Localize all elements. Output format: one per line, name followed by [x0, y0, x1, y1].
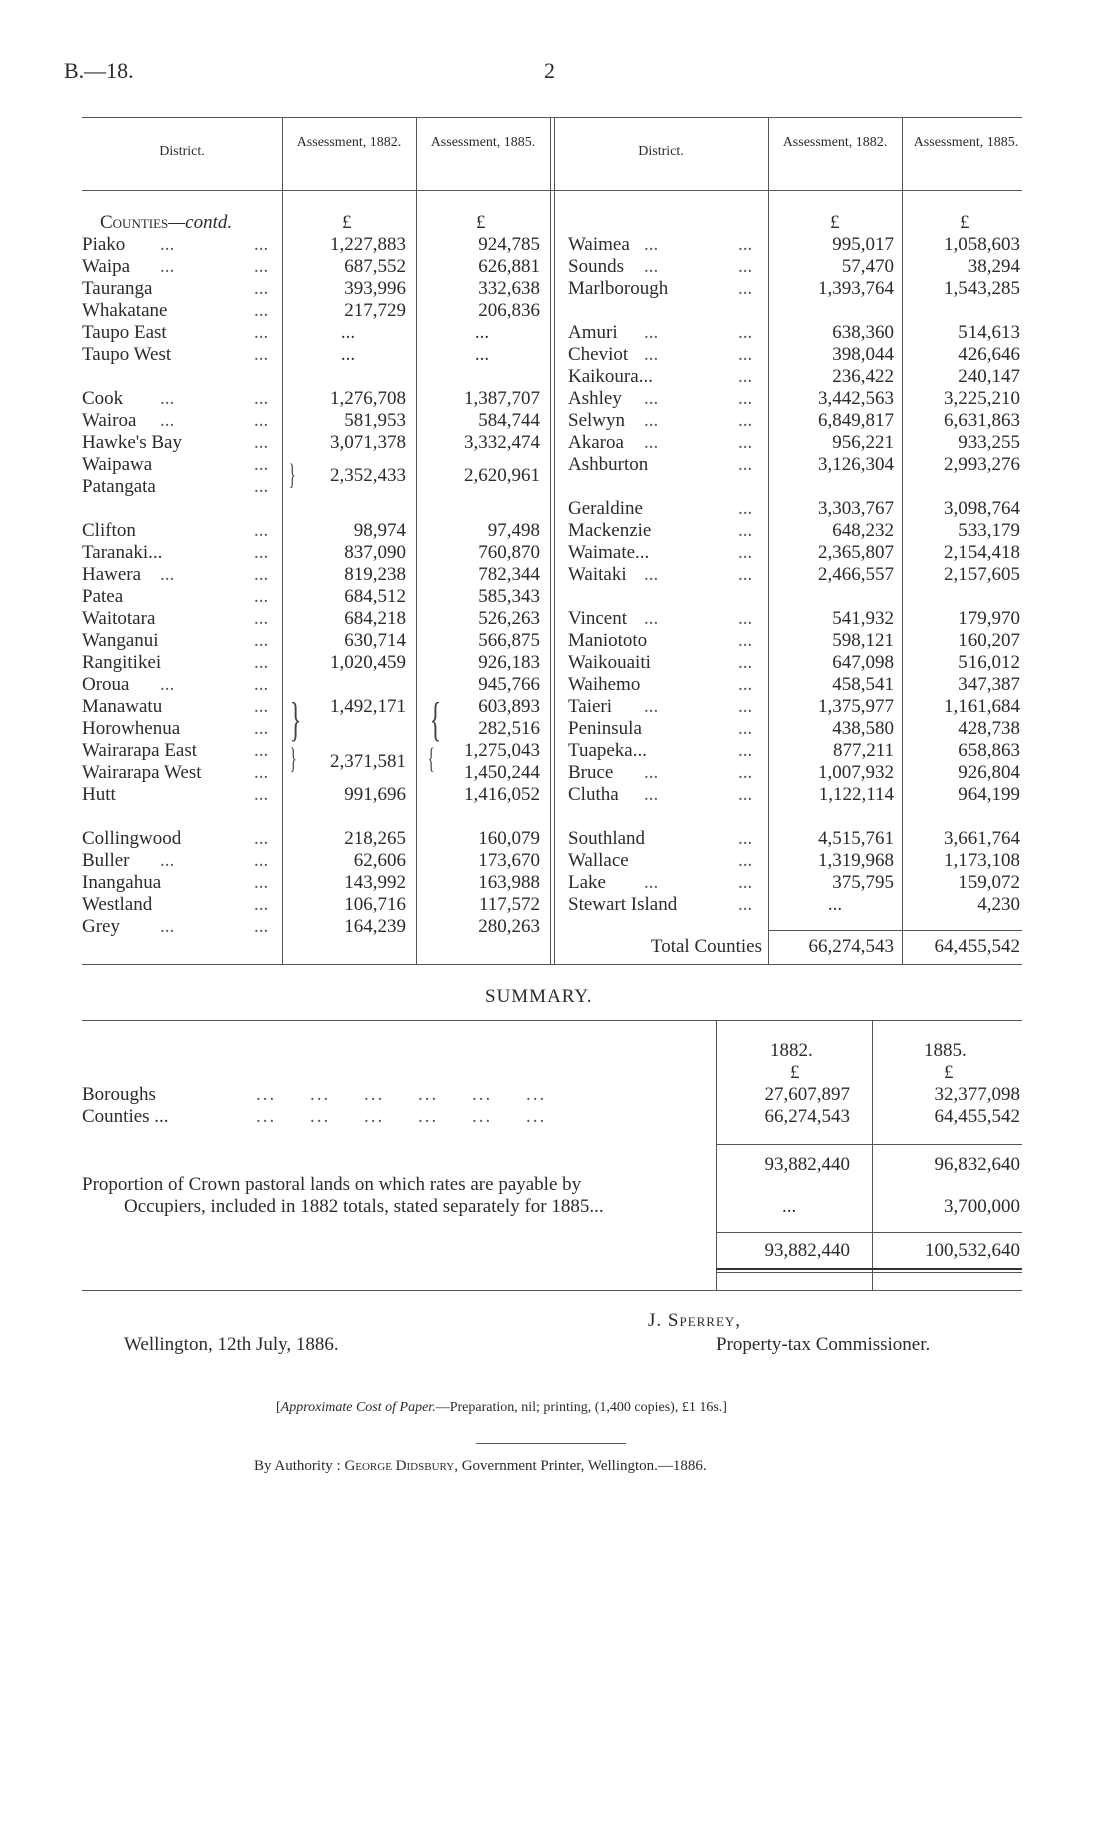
- currency-right-1882: £: [830, 212, 840, 233]
- assessment-1882: 1,492,171: [330, 696, 406, 717]
- leader-dots: ...: [738, 256, 753, 277]
- assessment-1882: 991,696: [344, 784, 406, 805]
- assessment-1885: 2,993,276: [944, 454, 1020, 475]
- assessment-1882: 164,239: [344, 916, 406, 937]
- district-name: Akaroa: [568, 432, 624, 453]
- summary-currency-1885: £: [944, 1062, 954, 1083]
- assessment-1882: 684,512: [344, 586, 406, 607]
- leader-dots: ...: [738, 454, 753, 475]
- assessment-1885: 933,255: [958, 432, 1020, 453]
- assessment-1882: 1,227,883: [330, 234, 406, 255]
- assessment-1885: 1,173,108: [944, 850, 1020, 871]
- district-name: Ashley: [568, 388, 622, 409]
- group-label-text: Counties: [100, 212, 169, 233]
- leader-dots: ...: [254, 894, 269, 915]
- assessment-1885: 426,646: [958, 344, 1020, 365]
- district-name: Grey: [82, 916, 120, 937]
- assessment-1882: 62,606: [353, 850, 406, 871]
- brace-manawatu-1885: {: [429, 693, 442, 746]
- name-dots: ...: [644, 762, 659, 783]
- name-dots: ...: [644, 234, 659, 255]
- assessment-1882: 1,319,968: [818, 850, 894, 871]
- leader-dots: ...: [254, 586, 269, 607]
- leader-dots: ...: [254, 432, 269, 453]
- name-dots: ...: [644, 432, 659, 453]
- district-name: Waitaki: [568, 564, 627, 585]
- name-dots: ...: [644, 322, 659, 343]
- brace-waipawa: }: [288, 458, 296, 491]
- assessment-1885: 206,836: [478, 300, 540, 321]
- assessment-1885: 282,516: [478, 718, 540, 739]
- district-name: Southland: [568, 828, 646, 849]
- assessment-1882: 684,218: [344, 608, 406, 629]
- district-name: Clifton: [82, 520, 136, 541]
- header-1882-left: Assessment, 1882.: [296, 135, 402, 150]
- summary-boroughs-dots: ... ... ... ... ... ...: [256, 1084, 547, 1105]
- leader-dots: ...: [738, 366, 753, 387]
- district-name: Waimate...: [568, 542, 650, 563]
- assessment-1885: 2,620,961: [464, 465, 540, 486]
- assessment-1882: 458,541: [832, 674, 894, 695]
- name-dots: ...: [644, 388, 659, 409]
- leader-dots: ...: [254, 740, 269, 761]
- summary-year-1885: 1885.: [924, 1040, 967, 1061]
- leader-dots: ...: [254, 696, 269, 717]
- name-dots: ...: [160, 564, 175, 585]
- assessment-1885: 2,154,418: [944, 542, 1020, 563]
- document-reference: B.—18.: [64, 58, 134, 83]
- district-name: Westland: [82, 894, 153, 915]
- currency-right-1885: £: [960, 212, 970, 233]
- district-name: Marlborough: [568, 278, 669, 299]
- leader-dots: ...: [254, 762, 269, 783]
- district-name: Vincent: [568, 608, 628, 629]
- assessment-1885: 1,416,052: [464, 784, 540, 805]
- district-name: Patangata: [82, 476, 156, 497]
- leader-dots: ...: [254, 784, 269, 805]
- district-name: Hutt: [82, 784, 116, 805]
- leader-dots: ...: [254, 542, 269, 563]
- district-name: Horowhenua: [82, 718, 181, 739]
- assessment-1882: 1,393,764: [818, 278, 894, 299]
- assessment-1885: 782,344: [478, 564, 540, 585]
- assessment-1882: ...: [340, 322, 356, 343]
- signatory-title: Property-tax Commissioner.: [716, 1334, 931, 1355]
- district-name: Waitotara: [82, 608, 156, 629]
- district-name: Ashburton: [568, 454, 649, 475]
- assessment-1885: 658,863: [958, 740, 1020, 761]
- total-counties-1885: 64,455,542: [934, 936, 1020, 957]
- leader-dots: ...: [738, 850, 753, 871]
- district-name: Tuapeka...: [568, 740, 647, 761]
- cost-note: [Approximate Cost of Paper.—Preparation, nil; printing, (1,400 copies), £1 16s.]: [276, 1400, 727, 1415]
- total-counties-label: Total Counties: [650, 936, 762, 957]
- leader-dots: ...: [254, 718, 269, 739]
- assessment-1882: 648,232: [832, 520, 894, 541]
- name-dots: ...: [160, 674, 175, 695]
- district-name: Waipa: [82, 256, 131, 277]
- leader-dots: ...: [738, 696, 753, 717]
- group-label: [100, 212, 232, 234]
- header-district-right: District.: [638, 144, 684, 159]
- assessment-1882: ...: [827, 894, 843, 915]
- leader-dots: ...: [254, 608, 269, 629]
- assessment-1885: 526,263: [478, 608, 540, 629]
- assessment-1882: 1,276,708: [330, 388, 406, 409]
- leader-dots: ...: [254, 256, 269, 277]
- assessment-1885: 159,072: [958, 872, 1020, 893]
- summary-boroughs-1882: 27,607,897: [764, 1084, 850, 1105]
- assessment-1882: 1,122,114: [818, 784, 894, 805]
- assessment-1885: 516,012: [958, 652, 1020, 673]
- district-name: Waipawa: [82, 454, 153, 475]
- leader-dots: ...: [254, 410, 269, 431]
- district-name: Sounds: [568, 256, 624, 277]
- summary-crown-1885: 3,700,000: [944, 1196, 1020, 1217]
- leader-dots: ...: [738, 718, 753, 739]
- name-dots: ...: [644, 608, 659, 629]
- currency-left-1885: £: [476, 212, 486, 233]
- assessment-1882: 57,470: [841, 256, 894, 277]
- assessment-1885: 428,738: [958, 718, 1020, 739]
- assessment-1885: 3,225,210: [944, 388, 1020, 409]
- header-1885-left: Assessment, 1885.: [430, 135, 536, 150]
- district-name: Waimea: [568, 234, 630, 255]
- summary-counties-label: Counties ...: [82, 1106, 169, 1127]
- leader-dots: ...: [738, 322, 753, 343]
- group-label-suffix: —contd.: [168, 212, 233, 233]
- assessment-1882: 393,996: [344, 278, 406, 299]
- assessment-1882: 837,090: [344, 542, 406, 563]
- assessment-1882: 6,849,817: [818, 410, 894, 431]
- leader-dots: ...: [254, 564, 269, 585]
- leader-dots: ...: [738, 410, 753, 431]
- leader-dots: ...: [254, 278, 269, 299]
- district-name: Taupo East: [82, 322, 167, 343]
- assessment-1882: 3,126,304: [818, 454, 894, 475]
- assessment-1885: 347,387: [958, 674, 1020, 695]
- district-name: Wairarapa West: [82, 762, 202, 783]
- name-dots: ...: [160, 234, 175, 255]
- assessment-1885: ...: [474, 344, 490, 365]
- district-name: Taieri: [568, 696, 613, 717]
- leader-dots: ...: [738, 652, 753, 673]
- summary-currency-1882: £: [790, 1062, 800, 1083]
- leader-dots: ...: [254, 828, 269, 849]
- leader-dots: ...: [738, 498, 753, 519]
- assessment-1882: 598,121: [832, 630, 894, 651]
- assessment-1882: 3,071,378: [330, 432, 406, 453]
- assessment-1885: 4,230: [977, 894, 1020, 915]
- district-name: Taupo West: [82, 344, 172, 365]
- leader-dots: ...: [738, 564, 753, 585]
- district-name: Cook: [82, 388, 124, 409]
- district-name: Wanganui: [82, 630, 159, 651]
- district-name: Tauranga: [82, 278, 153, 299]
- assessment-1882: 98,974: [353, 520, 406, 541]
- assessment-1885: 926,804: [958, 762, 1020, 783]
- summary-subtotal-1882: 93,882,440: [764, 1154, 850, 1175]
- leader-dots: ...: [254, 388, 269, 409]
- assessment-1882: 106,716: [344, 894, 406, 915]
- summary-total-1882: 93,882,440: [764, 1240, 850, 1261]
- assessment-1885: 117,572: [478, 894, 540, 915]
- assessment-1882: 647,098: [832, 652, 894, 673]
- assessment-1885: 280,263: [478, 916, 540, 937]
- district-name: Hawera: [82, 564, 142, 585]
- district-name: Taranaki...: [82, 542, 163, 563]
- leader-dots: ...: [254, 850, 269, 871]
- district-name: Selwyn: [568, 410, 625, 431]
- total-counties-1882: 66,274,543: [808, 936, 894, 957]
- leader-dots: ...: [254, 674, 269, 695]
- assessment-1882: 1,020,459: [330, 652, 406, 673]
- assessment-1882: 687,552: [344, 256, 406, 277]
- assessment-1882: 2,352,433: [330, 465, 406, 486]
- leader-dots: ...: [738, 828, 753, 849]
- assessment-1885: 1,543,285: [944, 278, 1020, 299]
- leader-dots: ...: [738, 608, 753, 629]
- authority-line: [254, 1458, 707, 1475]
- assessment-1882: 2,466,557: [818, 564, 894, 585]
- assessment-1885: 179,970: [958, 608, 1020, 629]
- district-name: Piako: [82, 234, 126, 255]
- district-name: Patea: [82, 586, 124, 607]
- name-dots: ...: [160, 410, 175, 431]
- assessment-1885: 584,744: [478, 410, 540, 431]
- district-name: Whakatane: [82, 300, 168, 321]
- leader-dots: ...: [254, 630, 269, 651]
- assessment-1885: 603,893: [478, 696, 540, 717]
- assessment-1885: 163,988: [478, 872, 540, 893]
- name-dots: ...: [644, 410, 659, 431]
- assessment-1882: 630,714: [344, 630, 406, 651]
- assessment-1885: 585,343: [478, 586, 540, 607]
- summary-crown-1882: ...: [782, 1196, 797, 1217]
- assessment-1882: 995,017: [832, 234, 894, 255]
- assessment-1882: 1,007,932: [818, 762, 894, 783]
- authority-prefix: By Authority :: [254, 1458, 341, 1474]
- assessment-1882: 1,375,977: [818, 696, 894, 717]
- brace-wairarapa: }: [289, 742, 297, 775]
- leader-dots: ...: [738, 740, 753, 761]
- page-number: 2: [544, 58, 555, 83]
- district-name: Stewart Island: [568, 894, 678, 915]
- currency-left-1882: £: [342, 212, 352, 233]
- leader-dots: ...: [738, 894, 753, 915]
- leader-dots: ...: [738, 784, 753, 805]
- leader-dots: ...: [254, 872, 269, 893]
- district-name: Mackenzie: [568, 520, 652, 541]
- district-name: Rangitikei: [82, 652, 162, 673]
- brace-wairarapa-1885: {: [427, 742, 435, 775]
- assessment-1885: 240,147: [958, 366, 1020, 387]
- assessment-1885: 3,332,474: [464, 432, 540, 453]
- header-district-left: District.: [159, 144, 205, 159]
- summary-subtotal-1885: 96,832,640: [934, 1154, 1020, 1175]
- name-dots: ...: [160, 256, 175, 277]
- assessment-1882: 438,580: [832, 718, 894, 739]
- district-name: Peninsula: [568, 718, 642, 739]
- leader-dots: ...: [738, 674, 753, 695]
- assessment-1885: 173,670: [478, 850, 540, 871]
- district-name: Buller: [82, 850, 130, 871]
- assessment-1885: 332,638: [478, 278, 540, 299]
- leader-dots: ...: [738, 762, 753, 783]
- district-name: Maniototo: [568, 630, 648, 651]
- assessment-1882: 541,932: [832, 608, 894, 629]
- assessment-1885: 6,631,863: [944, 410, 1020, 431]
- assessment-1885: ...: [474, 322, 490, 343]
- cost-label: Approximate Cost of Paper.: [280, 1400, 436, 1415]
- district-name: Wallace: [568, 850, 629, 871]
- assessment-1885: 1,387,707: [464, 388, 540, 409]
- district-name: Cheviot: [568, 344, 629, 365]
- assessment-1882: 375,795: [832, 872, 894, 893]
- district-name: Collingwood: [82, 828, 182, 849]
- district-name: Hawke's Bay: [82, 432, 182, 453]
- district-name: Clutha: [568, 784, 619, 805]
- leader-dots: ...: [738, 630, 753, 651]
- summary-title: SUMMARY.: [485, 986, 593, 1007]
- leader-dots: ...: [254, 300, 269, 321]
- leader-dots: ...: [738, 278, 753, 299]
- summary-boroughs-label: Boroughs: [82, 1084, 156, 1105]
- summary-year-1882: 1882.: [770, 1040, 813, 1061]
- leader-dots: ...: [254, 322, 269, 343]
- district-name: Waikouaiti: [568, 652, 651, 673]
- assessment-1882: 956,221: [832, 432, 894, 453]
- assessment-1882: 236,422: [832, 366, 894, 387]
- assessment-1885: 160,207: [958, 630, 1020, 651]
- district-name: Inangahua: [82, 872, 162, 893]
- summary-crown-line1: Proportion of Crown pastoral lands on which rates are payable by: [82, 1174, 582, 1195]
- summary-counties-dots: ... ... ... ... ... ...: [256, 1106, 547, 1127]
- assessment-1885: 964,199: [958, 784, 1020, 805]
- leader-dots: ...: [254, 476, 269, 497]
- assessment-1885: 97,498: [487, 520, 540, 541]
- assessment-1885: 3,661,764: [944, 828, 1020, 849]
- leader-dots: ...: [254, 454, 269, 475]
- printer-rest: Government Printer, Wellington.—1886.: [461, 1458, 707, 1474]
- name-dots: ...: [644, 564, 659, 585]
- brace-manawatu: }: [289, 693, 302, 746]
- printer-name: George Didsbury,: [344, 1458, 458, 1474]
- place-date: Wellington, 12th July, 1886.: [124, 1334, 339, 1355]
- assessment-1885: 926,183: [478, 652, 540, 673]
- assessment-1882: 143,992: [344, 872, 406, 893]
- assessment-1885: 1,161,684: [944, 696, 1020, 717]
- leader-dots: ...: [738, 872, 753, 893]
- district-name: Kaikoura...: [568, 366, 653, 387]
- assessment-1882: 217,729: [344, 300, 406, 321]
- assessment-1882: 218,265: [344, 828, 406, 849]
- summary-counties-1885: 64,455,542: [934, 1106, 1020, 1127]
- assessment-1882: 581,953: [344, 410, 406, 431]
- district-name: Oroua: [82, 674, 130, 695]
- assessment-1885: 38,294: [967, 256, 1020, 277]
- leader-dots: ...: [254, 344, 269, 365]
- leader-dots: ...: [738, 520, 753, 541]
- assessment-1885: 760,870: [478, 542, 540, 563]
- assessment-1885: 945,766: [478, 674, 540, 695]
- assessment-1882: 3,303,767: [818, 498, 894, 519]
- name-dots: ...: [644, 344, 659, 365]
- leader-dots: ...: [254, 916, 269, 937]
- leader-dots: ...: [254, 520, 269, 541]
- leader-dots: ...: [254, 652, 269, 673]
- leader-dots: ...: [738, 344, 753, 365]
- assessment-1882: ...: [340, 344, 356, 365]
- district-name: Lake: [568, 872, 606, 893]
- signatory-name: J. Sperrey,: [648, 1310, 742, 1331]
- assessment-1882: 398,044: [832, 344, 894, 365]
- assessment-1882: 2,371,581: [330, 751, 406, 772]
- leader-dots: ...: [738, 432, 753, 453]
- assessment-1882: 819,238: [344, 564, 406, 585]
- cost-text: —Preparation, nil; printing, (1,400 copies), £1 16s.: [435, 1400, 723, 1415]
- district-name: Wairoa: [82, 410, 137, 431]
- summary-total-1885: 100,532,640: [925, 1240, 1020, 1261]
- assessment-1882: 3,442,563: [818, 388, 894, 409]
- assessment-1885: 514,613: [958, 322, 1020, 343]
- assessment-1885: 924,785: [478, 234, 540, 255]
- leader-dots: ...: [254, 234, 269, 255]
- assessment-1885: 1,058,603: [944, 234, 1020, 255]
- district-name: Amuri: [568, 322, 618, 343]
- assessment-1885: 1,275,043: [464, 740, 540, 761]
- name-dots: ...: [160, 850, 175, 871]
- assessment-1885: 3,098,764: [944, 498, 1020, 519]
- assessment-1885: 626,881: [478, 256, 540, 277]
- assessment-1882: 638,360: [832, 322, 894, 343]
- assessment-1885: 160,079: [478, 828, 540, 849]
- header-1885-right: Assessment, 1885.: [913, 135, 1019, 150]
- name-dots: ...: [644, 696, 659, 717]
- assessment-1882: 4,515,761: [818, 828, 894, 849]
- assessment-1885: 1,450,244: [464, 762, 540, 783]
- name-dots: ...: [160, 388, 175, 409]
- district-name: Waihemo: [568, 674, 641, 695]
- district-name: Manawatu: [82, 696, 163, 717]
- summary-counties-1882: 66,274,543: [764, 1106, 850, 1127]
- district-name: Bruce: [568, 762, 614, 783]
- name-dots: ...: [644, 256, 659, 277]
- assessment-1885: 566,875: [478, 630, 540, 651]
- name-dots: ...: [644, 784, 659, 805]
- district-name: Geraldine: [568, 498, 643, 519]
- assessment-1882: 2,365,807: [818, 542, 894, 563]
- leader-dots: ...: [738, 388, 753, 409]
- leader-dots: ...: [738, 234, 753, 255]
- name-dots: ...: [160, 916, 175, 937]
- name-dots: ...: [644, 872, 659, 893]
- summary-boroughs-1885: 32,377,098: [934, 1084, 1020, 1105]
- assessment-1885: 533,179: [958, 520, 1020, 541]
- leader-dots: ...: [738, 542, 753, 563]
- assessment-1885: 2,157,605: [944, 564, 1020, 585]
- header-1882-right: Assessment, 1882.: [782, 135, 888, 150]
- assessment-1882: 877,211: [832, 740, 894, 761]
- summary-crown-line2: Occupiers, included in 1882 totals, stated separately for 1885...: [124, 1196, 604, 1217]
- district-name: Wairarapa East: [82, 740, 198, 761]
